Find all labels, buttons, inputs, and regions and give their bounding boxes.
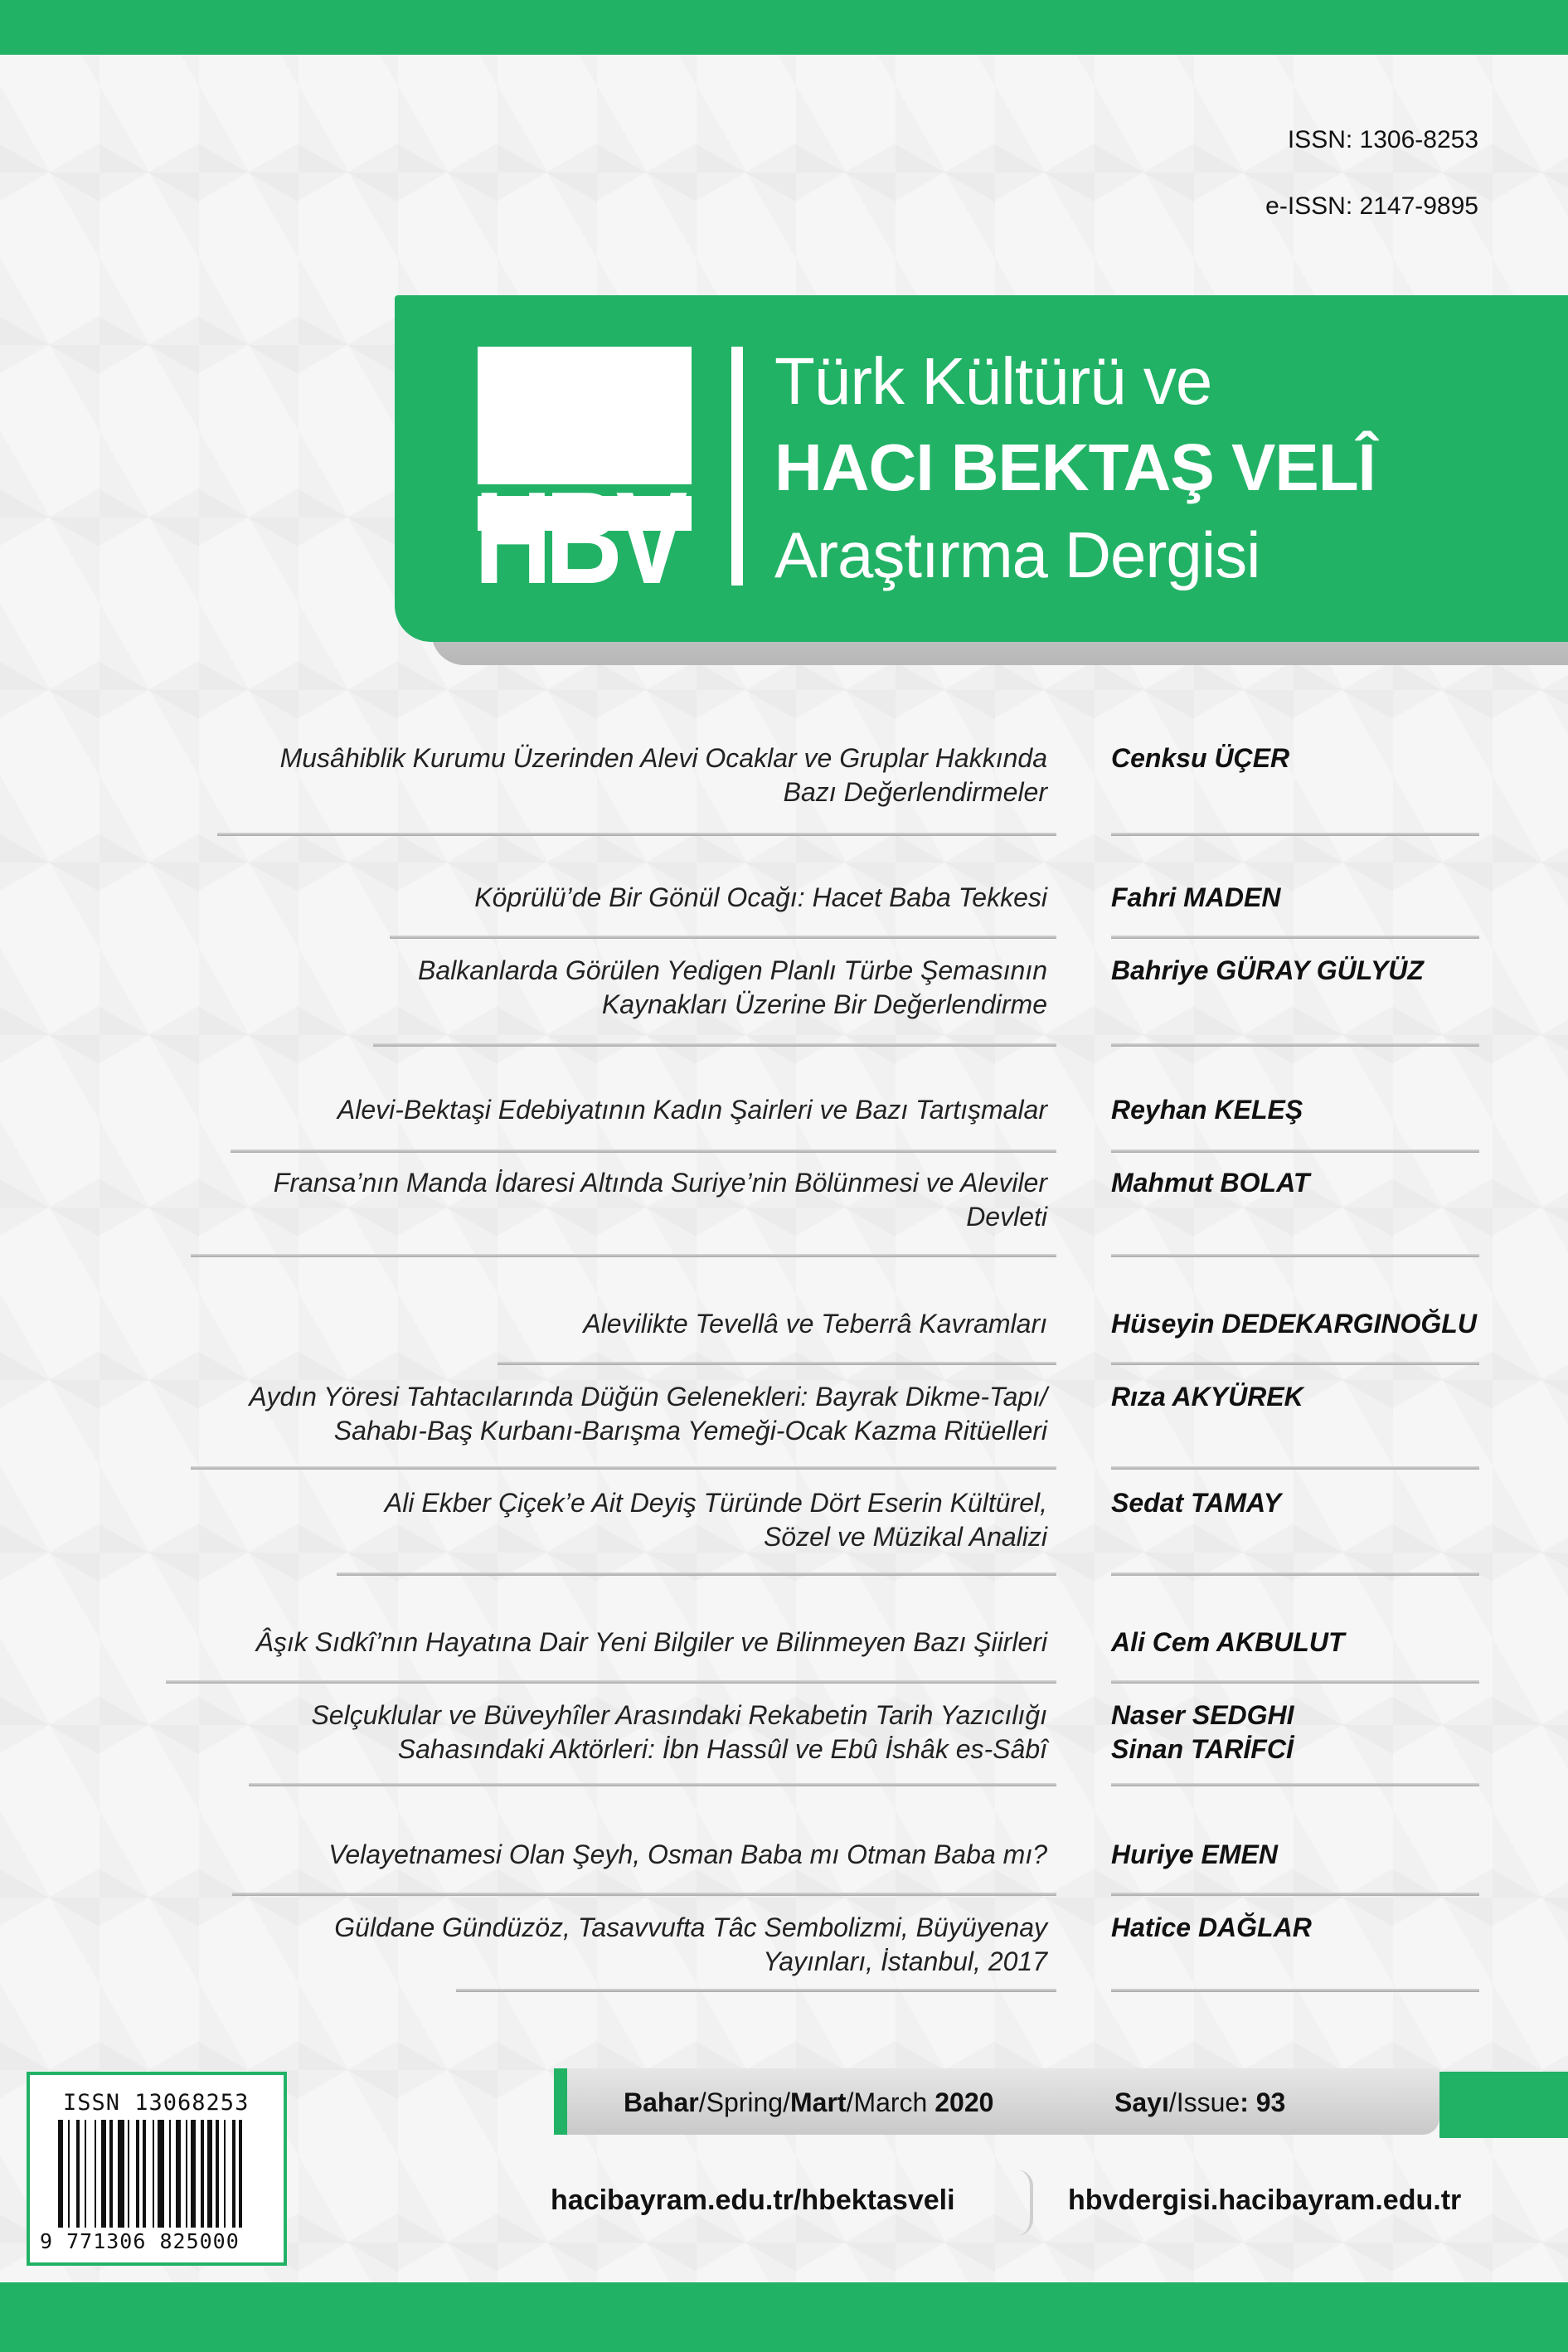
barcode-bar	[158, 2120, 164, 2228]
url-right[interactable]: hbvdergisi.hacibayram.edu.tr	[1068, 2184, 1462, 2216]
issn-print: ISSN: 1306-8253	[1287, 126, 1478, 153]
article-author: Sedat TAMAY	[1111, 1488, 1282, 1518]
barcode-bar	[153, 2120, 154, 2228]
article-title-line: Güldane Gündüzöz, Tasavvufta Tâc Sembolizmi, Büyüyenay	[334, 1912, 1047, 1942]
issue-bar-green-tab	[1439, 2072, 1568, 2138]
article-author: Mahmut BOLAT	[1111, 1168, 1310, 1198]
divider	[231, 1149, 1056, 1153]
barcode-number: 9 771306 825000	[40, 2229, 240, 2253]
article-title-line: Sahasındaki Aktörleri: İbn Hassûl ve Ebû İshâk es-Sâbî	[397, 1734, 1047, 1764]
barcode-bar	[216, 2120, 219, 2228]
barcode-bar	[176, 2120, 181, 2228]
article-author: Huriye EMEN	[1111, 1839, 1278, 1869]
masthead-line-3: Araştırma Dergisi	[774, 518, 1260, 591]
article-author: Naser SEDGHI	[1111, 1700, 1294, 1730]
divider	[373, 1043, 1056, 1047]
masthead	[395, 295, 1568, 642]
article-author: Rıza AKYÜREK	[1111, 1382, 1303, 1412]
barcode-bar	[58, 2120, 63, 2228]
divider	[249, 1783, 1056, 1786]
divider	[1111, 1783, 1479, 1786]
url-separator	[1013, 2170, 1033, 2236]
barcode-issn: ISSN 13068253	[63, 2090, 250, 2116]
article-author: Cenksu ÜÇER	[1111, 743, 1290, 773]
barcode-bar	[232, 2120, 235, 2228]
barcode-bar	[68, 2120, 70, 2228]
issue-number: Sayı/Issue: 93	[1114, 2087, 1286, 2117]
divider	[337, 1572, 1056, 1576]
article-title-line: Ali Ekber Çiçek’e Ait Deyiş Türünde Dört Eserin Kültürel,	[384, 1488, 1047, 1518]
barcode-bar	[101, 2120, 106, 2228]
issue-date: Bahar/Spring/Mart/March 2020	[624, 2087, 994, 2117]
barcode-bar	[109, 2120, 113, 2228]
barcode-bar	[191, 2120, 196, 2228]
article-title-line: Yayınları, İstanbul, 2017	[763, 1946, 1047, 1976]
divider	[456, 1989, 1056, 1992]
barcode-bar	[207, 2120, 212, 2228]
barcode-bar	[201, 2120, 204, 2228]
divider	[390, 935, 1056, 939]
divider	[217, 833, 1056, 836]
divider	[1111, 833, 1479, 836]
divider	[1111, 1466, 1479, 1470]
article-title-line: Âşık Sıdkî’nın Hayatına Dair Yeni Bilgiler ve Bilinmeyen Bazı Şiirleri	[255, 1627, 1047, 1657]
divider	[498, 1362, 1056, 1365]
bottom-green-band	[0, 2282, 1568, 2352]
divider	[1111, 935, 1479, 939]
article-author: Sinan TARİFCİ	[1111, 1734, 1294, 1764]
issue-bar-accent	[554, 2068, 567, 2135]
issn-electronic: e-ISSN: 2147-9895	[1265, 192, 1478, 220]
barcode-bar	[224, 2120, 226, 2228]
article-title-line: Alevilikte Tevellâ ve Teberrâ Kavramları	[583, 1309, 1047, 1339]
masthead-line-1: Türk Kültürü ve	[774, 344, 1212, 418]
barcode-bar	[95, 2120, 96, 2228]
article-title-line: Alevi-Bektaşi Edebiyatının Kadın Şairleri ve Bazı Tartışmalar	[337, 1095, 1047, 1125]
barcode-bar	[169, 2120, 171, 2228]
hbv-logo	[474, 347, 751, 611]
barcode-bar	[186, 2120, 187, 2228]
divider	[1111, 1362, 1479, 1365]
barcode-bar	[143, 2120, 146, 2228]
divider	[191, 1466, 1056, 1470]
divider	[1111, 1254, 1479, 1257]
article-title-line: Devleti	[966, 1202, 1047, 1232]
divider	[166, 1680, 1056, 1684]
article-author: Hüseyin DEDEKARGINOĞLU	[1111, 1309, 1477, 1339]
divider	[232, 1893, 1056, 1896]
hbv-logo-letters: HBV	[474, 465, 681, 611]
article-title-line: Musâhiblik Kurumu Üzerinden Alevi Ocaklar ve Gruplar Hakkında	[279, 743, 1047, 773]
barcode-bars	[58, 2120, 255, 2228]
article-author: Bahriye GÜRAY GÜLYÜZ	[1111, 955, 1424, 985]
barcode-bar	[118, 2120, 124, 2228]
barcode-bar	[128, 2120, 129, 2228]
top-green-band	[0, 0, 1568, 55]
divider	[1111, 1572, 1479, 1576]
article-title-line: Balkanlarda Görülen Yedigen Planlı Türbe Şemasının	[418, 955, 1047, 985]
divider	[1111, 1043, 1479, 1047]
barcode	[27, 2072, 287, 2266]
article-title-line: Fransa’nın Manda İdaresi Altında Suriye’nin Bölünmesi ve Aleviler	[273, 1168, 1047, 1198]
article-author: Fahri MADEN	[1111, 882, 1281, 912]
article-author: Reyhan KELEŞ	[1111, 1095, 1303, 1125]
url-left[interactable]: hacibayram.edu.tr/hbektasveli	[551, 2184, 955, 2216]
article-title-line: Aydın Yöresi Tahtacılarında Düğün Gelenekleri: Bayrak Dikme-Tapı/	[249, 1382, 1047, 1412]
barcode-bar	[85, 2120, 86, 2228]
article-title-line: Kaynakları Üzerine Bir Değerlendirme	[601, 989, 1047, 1019]
divider	[191, 1254, 1056, 1257]
divider	[1111, 1680, 1479, 1684]
barcode-bar	[136, 2120, 139, 2228]
article-title-line: Köprülü’de Bir Gönül Ocağı: Hacet Baba Tekkesi	[474, 882, 1047, 912]
masthead-line-2: HACI BEKTAŞ VELÎ	[774, 430, 1376, 504]
article-author: Ali Cem AKBULUT	[1111, 1627, 1345, 1657]
article-title-line: Velayetnamesi Olan Şeyh, Osman Baba mı Otman Baba mı?	[328, 1839, 1047, 1869]
barcode-bar	[239, 2120, 242, 2228]
divider	[1111, 1893, 1479, 1896]
article-title-line: Bazı Değerlendirmeler	[783, 777, 1047, 807]
article-title-line: Sözel ve Müzikal Analizi	[763, 1522, 1047, 1552]
article-author: Hatice DAĞLAR	[1111, 1912, 1312, 1942]
barcode-bar	[76, 2120, 80, 2228]
article-title-line: Sahabı-Baş Kurbanı-Barışma Yemeği-Ocak Kazma Ritüelleri	[333, 1416, 1047, 1446]
article-title-line: Selçuklular ve Büveyhîler Arasındaki Rekabetin Tarih Yazıcılığı	[311, 1700, 1047, 1730]
divider	[1111, 1989, 1479, 1992]
divider	[1111, 1149, 1479, 1153]
